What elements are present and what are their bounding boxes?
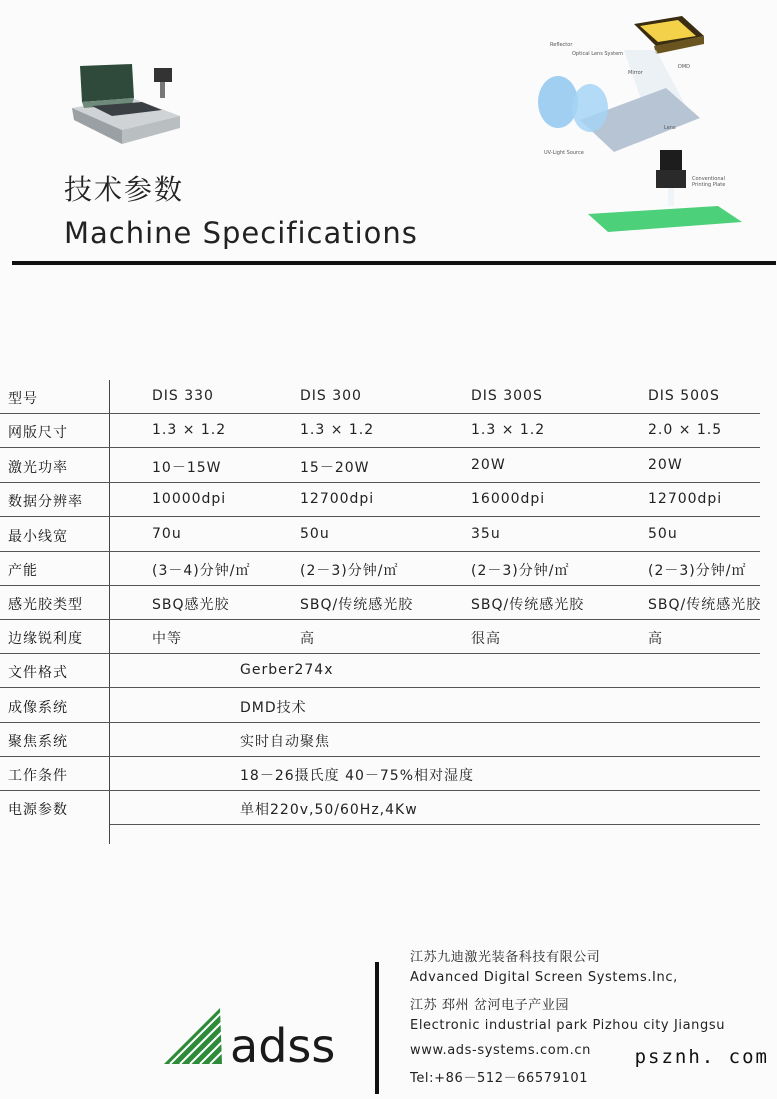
- table-row: [0, 552, 760, 586]
- row-label: 激光功率: [8, 460, 68, 476]
- cell-value: 1.3 × 1.2: [471, 422, 546, 438]
- cell-value: SBQ感光胶: [152, 597, 230, 613]
- row-label: 电源参数: [8, 802, 68, 818]
- logo-text: adss: [230, 1019, 336, 1070]
- row-label: 最小线宽: [8, 529, 68, 545]
- row-label: 型号: [8, 391, 38, 407]
- cell-value: 很高: [471, 631, 501, 647]
- table-row: [0, 380, 760, 414]
- cell-value: 50u: [648, 526, 678, 542]
- cell-value-wide: 18－26摄氏度 40－75%相对湿度: [240, 768, 475, 784]
- label-dmd: DMD: [678, 64, 691, 70]
- table-row: [0, 757, 760, 791]
- cell-value: 35u: [471, 526, 501, 542]
- table-row: [0, 620, 760, 654]
- logo-mark: [164, 1008, 222, 1064]
- cell-value: 10000dpi: [152, 491, 227, 507]
- cell-value-wide: DMD技术: [240, 700, 307, 716]
- cell-value: 70u: [152, 526, 182, 542]
- table-row: [0, 791, 760, 825]
- cell-value: SBQ/传统感光胶: [471, 597, 585, 613]
- row-label: 网版尺寸: [8, 425, 68, 441]
- cell-value: (2－3)分钟/㎡: [471, 563, 570, 579]
- cell-value-wide: 实时自动聚焦: [240, 734, 330, 750]
- table-row: [0, 483, 760, 517]
- table-row: [0, 586, 760, 620]
- row-label: 成像系统: [8, 700, 68, 716]
- cell-value: 12700dpi: [648, 491, 723, 507]
- cell-value: 高: [648, 631, 663, 647]
- row-label: 工作条件: [8, 768, 68, 784]
- cell-value-wide: 单相220v,50/60Hz,4Kw: [240, 802, 418, 818]
- machine-photo: [62, 58, 182, 148]
- website-link[interactable]: www.ads-systems.com.cn: [410, 1043, 591, 1058]
- cell-value: 中等: [152, 631, 182, 647]
- cell-value: 20W: [471, 457, 506, 473]
- cell-value: SBQ/传统感光胶: [300, 597, 414, 613]
- table-row: [0, 449, 760, 483]
- cell-value: DIS 330: [152, 388, 214, 404]
- page-title-en: Machine Specifications: [64, 216, 418, 250]
- address-cn: 江苏 邳州 岔河电子产业园: [410, 998, 570, 1013]
- label-mirror: Mirror: [628, 70, 643, 76]
- label-optical-lens-system: Optical Lens System: [572, 51, 624, 57]
- cell-value: (3－4)分钟/㎡: [152, 563, 251, 579]
- row-divider: [110, 824, 760, 825]
- cell-value: 12700dpi: [300, 491, 375, 507]
- table-row: [0, 414, 760, 448]
- cell-value: 2.0 × 1.5: [648, 422, 723, 438]
- row-divider: [0, 447, 760, 448]
- cell-value: (2－3)分钟/㎡: [300, 563, 399, 579]
- row-label: 聚焦系统: [8, 734, 68, 750]
- row-divider: [0, 687, 760, 688]
- table-row: [0, 689, 760, 723]
- cell-value: 1.3 × 1.2: [300, 422, 375, 438]
- cell-value: 1.3 × 1.2: [152, 422, 227, 438]
- cell-value-wide: Gerber274x: [240, 662, 334, 678]
- cell-value: 20W: [648, 457, 683, 473]
- label-printing-plate-1: Conventional: [692, 176, 725, 182]
- company-name-en: Advanced Digital Screen Systems.Inc,: [410, 970, 678, 985]
- table-row: [0, 723, 760, 757]
- cell-value: (2－3)分钟/㎡: [648, 563, 747, 579]
- label-reflector: Reflector: [550, 42, 573, 48]
- label-printing-plate-2: Printing Plate: [692, 182, 726, 188]
- row-label: 感光胶类型: [8, 597, 83, 613]
- address-en: Electronic industrial park Pizhou city Jiangsu: [410, 1018, 726, 1033]
- cell-value: DIS 500S: [648, 388, 720, 404]
- cell-value: 高: [300, 631, 315, 647]
- row-label: 数据分辨率: [8, 494, 83, 510]
- cell-value: DIS 300S: [471, 388, 543, 404]
- cell-value: 10－15W: [152, 460, 222, 476]
- label-lens: Lens: [664, 125, 676, 131]
- row-label: 边缘锐利度: [8, 631, 83, 647]
- watermark: psznh. com: [634, 1046, 769, 1068]
- row-label: 产能: [8, 563, 38, 579]
- row-label: 文件格式: [8, 665, 68, 681]
- row-divider: [0, 516, 760, 517]
- cell-value: 15－20W: [300, 460, 370, 476]
- adss-logo: [160, 990, 360, 1070]
- header-rule: [12, 261, 776, 265]
- table-row: [0, 518, 760, 552]
- page-title-cn: 技术参数: [64, 173, 185, 206]
- cell-value: DIS 300: [300, 388, 362, 404]
- optics-diagram: [528, 10, 768, 235]
- cell-value: 16000dpi: [471, 491, 546, 507]
- table-row: [0, 654, 760, 688]
- cell-value: SBQ/传统感光胶: [648, 597, 762, 613]
- company-name-cn: 江苏九迪激光装备科技有限公司: [410, 950, 601, 965]
- cell-value: 50u: [300, 526, 330, 542]
- telephone: Tel:+86－512－66579101: [410, 1071, 589, 1086]
- label-uv-light-source: UV-Light Source: [544, 150, 584, 156]
- footer-divider: [375, 962, 379, 1094]
